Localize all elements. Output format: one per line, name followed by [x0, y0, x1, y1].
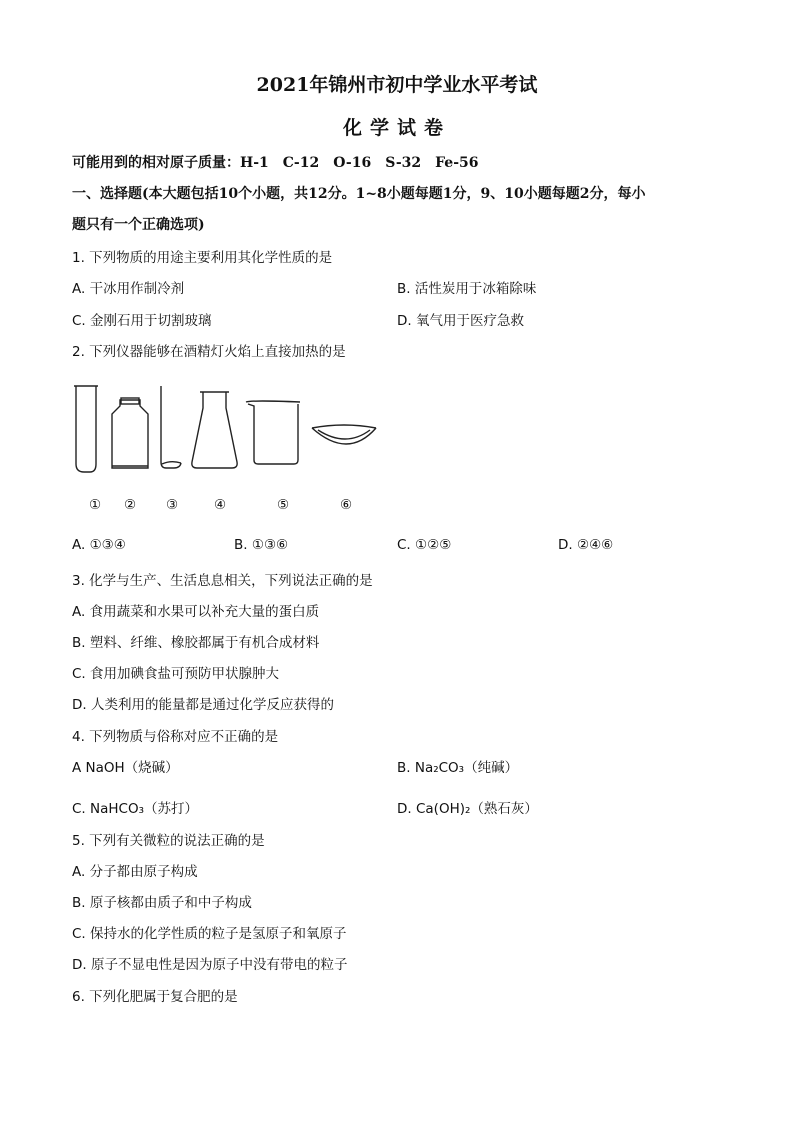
apparatus-label-1: ①: [89, 497, 102, 513]
question-2-stem: 2. 下列仪器能够在酒精灯火焰上直接加热的是: [72, 344, 346, 360]
question-1-stem: 1. 下列物质的用途主要利用其化学性质的是: [72, 250, 333, 266]
section-heading-line2: 题只有一个正确选项): [72, 217, 205, 233]
apparatus-label-2: ②: [124, 497, 137, 513]
q1-option-a: A. 干冰用作制冷剂: [72, 281, 185, 297]
q4-option-c: C. NaHCO₃（苏打）: [72, 801, 198, 817]
q5-option-b: B. 原子核都由质子和中子构成: [72, 895, 252, 911]
evaporating-dish-icon: [312, 425, 376, 444]
question-3-stem: 3. 化学与生产、生活息息相关，下列说法正确的是: [72, 573, 373, 589]
q3-option-a: A. 食用蔬菜和水果可以补充大量的蛋白质: [72, 604, 320, 620]
q5-option-c: C. 保持水的化学性质的粒子是氢原子和氧原子: [72, 926, 347, 942]
q1-option-b: B. 活性炭用于冰箱除味: [397, 281, 537, 297]
question-4-stem: 4. 下列物质与俗称对应不正确的是: [72, 729, 279, 745]
q2-option-b: B. ①③⑥: [234, 537, 289, 553]
q2-option-a: A. ①③④: [72, 537, 126, 553]
q4-option-d: D. Ca(OH)₂（熟石灰）: [397, 801, 538, 817]
q3-option-d: D. 人类利用的能量都是通过化学反应获得的: [72, 697, 334, 713]
q2-option-c: C. ①②⑤: [397, 537, 452, 553]
q1-option-d: D. 氧气用于医疗急救: [397, 313, 524, 329]
atomic-masses: 可能用到的相对原子质量：H-1 C-12 O-16 S-32 Fe-56: [72, 155, 479, 171]
exam-subtitle: 化学试卷: [342, 117, 451, 139]
q4-option-b: B. Na₂CO₃（纯碱）: [397, 760, 519, 776]
apparatus-label-4: ④: [214, 497, 227, 513]
q5-option-d: D. 原子不显电性是因为原子中没有带电的粒子: [72, 957, 348, 973]
test-tube-icon: [74, 386, 98, 472]
apparatus-label-6: ⑥: [340, 497, 353, 513]
apparatus-label-3: ③: [166, 497, 179, 513]
reagent-bottle-icon: [112, 398, 148, 468]
question-5-stem: 5. 下列有关微粒的说法正确的是: [72, 833, 265, 849]
combustion-spoon-icon: [161, 386, 181, 468]
q4-option-a: A NaOH（烧碱）: [72, 760, 179, 776]
q3-option-b: B. 塑料、纤维、橡胶都属于有机合成材料: [72, 635, 320, 651]
lab-apparatus-figure: [60, 378, 390, 478]
q2-option-d: D. ②④⑥: [558, 537, 614, 553]
section-heading-line1: 一、选择题(本大题包括10个小题，共12分。1~8小题每题1分，9、10小题每题2分，每小: [72, 186, 646, 202]
q5-option-a: A. 分子都由原子构成: [72, 864, 198, 880]
q3-option-c: C. 食用加碘食盐可预防甲状腺肿大: [72, 666, 280, 682]
question-6-stem: 6. 下列化肥属于复合肥的是: [72, 989, 238, 1005]
exam-title: 2021年锦州市初中学业水平考试: [256, 74, 538, 96]
q1-option-c: C. 金刚石用于切割玻璃: [72, 313, 212, 329]
conical-flask-icon: [192, 392, 237, 468]
apparatus-label-5: ⑤: [277, 497, 290, 513]
beaker-icon: [246, 401, 300, 464]
